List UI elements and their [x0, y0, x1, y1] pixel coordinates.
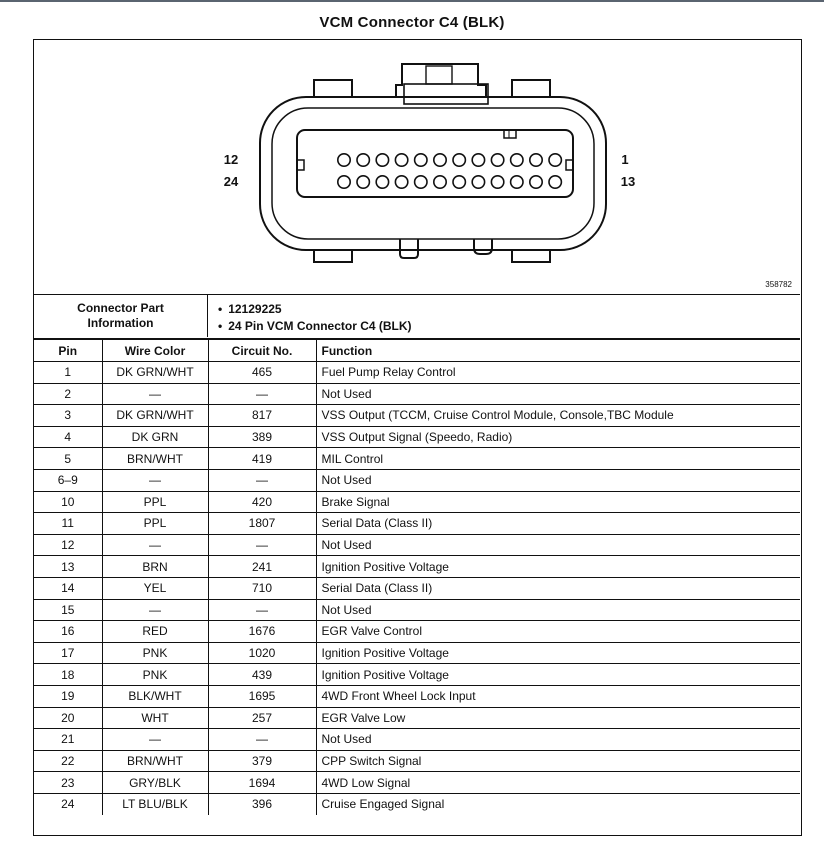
wire-color-cell: DK GRN [102, 426, 208, 448]
function-cell: Not Used [316, 469, 800, 491]
circuit-no-cell: — [208, 599, 316, 621]
table-row [34, 556, 800, 578]
wire-color-cell: BRN/WHT [102, 448, 208, 470]
function-cell: CPP Switch Signal [316, 750, 800, 772]
pin-cell: 20 [34, 707, 102, 729]
connector-diagram [34, 40, 800, 293]
function-cell: Cruise Engaged Signal [316, 793, 800, 815]
pin-cavity [434, 176, 446, 188]
pin-cavity [491, 154, 503, 166]
pin-table [34, 339, 800, 815]
part-number: • 12129225 [218, 301, 412, 318]
circuit-no-cell: 389 [208, 426, 316, 448]
table-row [34, 772, 800, 794]
pin-cavity [530, 176, 542, 188]
circuit-no-cell: 241 [208, 556, 316, 578]
function-cell: EGR Valve Low [316, 707, 800, 729]
pin-cavities [338, 154, 562, 188]
function-cell: Ignition Positive Voltage [316, 556, 800, 578]
table-row [34, 469, 800, 491]
circuit-no-cell: — [208, 469, 316, 491]
pin-cavity [376, 176, 388, 188]
pin-cavity [376, 154, 388, 166]
pin-cavity [472, 154, 484, 166]
pin-cell: 10 [34, 491, 102, 513]
function-cell: Not Used [316, 729, 800, 751]
wire-color-cell: BRN [102, 556, 208, 578]
wire-color-cell: — [102, 534, 208, 556]
wire-color-cell: — [102, 383, 208, 405]
circuit-no-cell: 396 [208, 793, 316, 815]
top-rule [0, 0, 824, 2]
pin-cell: 17 [34, 642, 102, 664]
header-circuit-no: Circuit No. [208, 340, 316, 362]
pin-cell: 2 [34, 383, 102, 405]
table-row [34, 577, 800, 599]
table-row [34, 707, 800, 729]
pin-cell: 16 [34, 621, 102, 643]
table-row [34, 599, 800, 621]
page-title: VCM Connector C4 (BLK) [319, 14, 505, 31]
circuit-no-cell: 465 [208, 362, 316, 384]
pin-cell: 21 [34, 729, 102, 751]
pin-cell: 3 [34, 405, 102, 427]
table-row [34, 513, 800, 535]
circuit-no-cell: 257 [208, 707, 316, 729]
circuit-no-cell: 420 [208, 491, 316, 513]
pin-cavity [415, 176, 427, 188]
connector-face-drawing [34, 40, 800, 293]
function-cell: Fuel Pump Relay Control [316, 362, 800, 384]
connector-sheet [33, 39, 802, 836]
connector-part-info [34, 294, 800, 339]
pin-cell: 1 [34, 362, 102, 384]
pin-cavity [357, 176, 369, 188]
function-cell: EGR Valve Control [316, 621, 800, 643]
wire-color-cell: PNK [102, 664, 208, 686]
table-row [34, 426, 800, 448]
circuit-no-cell: 710 [208, 577, 316, 599]
pin-cavity [415, 154, 427, 166]
table-row [34, 793, 800, 815]
wire-color-cell: BLK/WHT [102, 685, 208, 707]
wire-color-cell: GRY/BLK [102, 772, 208, 794]
pin-cavity [395, 176, 407, 188]
table-row [34, 491, 800, 513]
wire-color-cell: PPL [102, 491, 208, 513]
pin-label-13: 13 [620, 174, 636, 189]
part-info-label-line1: Connector Part [77, 301, 164, 315]
pin-cavity [472, 176, 484, 188]
pin-cell: 18 [34, 664, 102, 686]
wire-color-cell: DK GRN/WHT [102, 405, 208, 427]
pin-cavity [511, 176, 523, 188]
pin-cell: 14 [34, 577, 102, 599]
wire-color-cell: — [102, 729, 208, 751]
pin-cell: 23 [34, 772, 102, 794]
function-cell: Not Used [316, 383, 800, 405]
pin-cell: 13 [34, 556, 102, 578]
pin-cavity [357, 154, 369, 166]
table-row [34, 448, 800, 470]
table-row [34, 383, 800, 405]
function-cell: Serial Data (Class II) [316, 577, 800, 599]
function-cell: 4WD Low Signal [316, 772, 800, 794]
header-wire-color: Wire Color [102, 340, 208, 362]
connector-description: • 24 Pin VCM Connector C4 (BLK) [218, 318, 412, 335]
circuit-no-cell: 817 [208, 405, 316, 427]
circuit-no-cell: 1676 [208, 621, 316, 643]
pin-cell: 5 [34, 448, 102, 470]
circuit-no-cell: — [208, 534, 316, 556]
pin-label-12: 12 [223, 152, 239, 167]
table-row [34, 621, 800, 643]
pin-cell: 4 [34, 426, 102, 448]
pin-cavity [395, 154, 407, 166]
pin-cavity [453, 154, 465, 166]
wire-color-cell: WHT [102, 707, 208, 729]
circuit-no-cell: 419 [208, 448, 316, 470]
circuit-no-cell: 439 [208, 664, 316, 686]
function-cell: Brake Signal [316, 491, 800, 513]
table-row [34, 664, 800, 686]
pin-cavity [549, 176, 561, 188]
circuit-no-cell: — [208, 383, 316, 405]
circuit-no-cell: 1695 [208, 685, 316, 707]
table-row [34, 405, 800, 427]
part-info-list [218, 301, 412, 335]
table-row [34, 729, 800, 751]
pin-cavity [453, 176, 465, 188]
function-cell: MIL Control [316, 448, 800, 470]
pin-cavity [338, 154, 350, 166]
function-cell: 4WD Front Wheel Lock Input [316, 685, 800, 707]
function-cell: Serial Data (Class II) [316, 513, 800, 535]
wire-color-cell: — [102, 599, 208, 621]
function-cell: VSS Output (TCCM, Cruise Control Module, Console,TBC Module [316, 405, 800, 427]
part-info-label [34, 295, 208, 337]
pin-cavity [434, 154, 446, 166]
circuit-no-cell: — [208, 729, 316, 751]
wire-color-cell: PPL [102, 513, 208, 535]
pin-cell: 15 [34, 599, 102, 621]
pin-cell: 22 [34, 750, 102, 772]
function-cell: Not Used [316, 534, 800, 556]
header-function: Function [316, 340, 800, 362]
pin-cell: 19 [34, 685, 102, 707]
function-cell: VSS Output Signal (Speedo, Radio) [316, 426, 800, 448]
function-cell: Ignition Positive Voltage [316, 642, 800, 664]
pin-cell: 6–9 [34, 469, 102, 491]
circuit-no-cell: 379 [208, 750, 316, 772]
wire-color-cell: YEL [102, 577, 208, 599]
pin-cavity [549, 154, 561, 166]
part-info-label-line2: Information [87, 316, 154, 330]
wire-color-cell: BRN/WHT [102, 750, 208, 772]
circuit-no-cell: 1694 [208, 772, 316, 794]
wire-color-cell: — [102, 469, 208, 491]
table-row [34, 642, 800, 664]
pin-cavity [530, 154, 542, 166]
table-header-row [34, 340, 800, 362]
function-cell: Not Used [316, 599, 800, 621]
table-row [34, 534, 800, 556]
wire-color-cell: PNK [102, 642, 208, 664]
header-pin: Pin [34, 340, 102, 362]
table-row [34, 362, 800, 384]
wire-color-cell: RED [102, 621, 208, 643]
pin-cavity [338, 176, 350, 188]
pin-label-24: 24 [223, 174, 239, 189]
table-row [34, 685, 800, 707]
pin-table-body [34, 362, 800, 815]
table-row [34, 750, 800, 772]
wire-color-cell: DK GRN/WHT [102, 362, 208, 384]
pin-cavity [511, 154, 523, 166]
pin-label-1: 1 [621, 152, 629, 167]
pin-cell: 12 [34, 534, 102, 556]
pin-cell: 11 [34, 513, 102, 535]
wire-color-cell: LT BLU/BLK [102, 793, 208, 815]
function-cell: Ignition Positive Voltage [316, 664, 800, 686]
figure-id: 358782 [765, 280, 792, 289]
circuit-no-cell: 1020 [208, 642, 316, 664]
pin-cell: 24 [34, 793, 102, 815]
circuit-no-cell: 1807 [208, 513, 316, 535]
pin-cavity [491, 176, 503, 188]
